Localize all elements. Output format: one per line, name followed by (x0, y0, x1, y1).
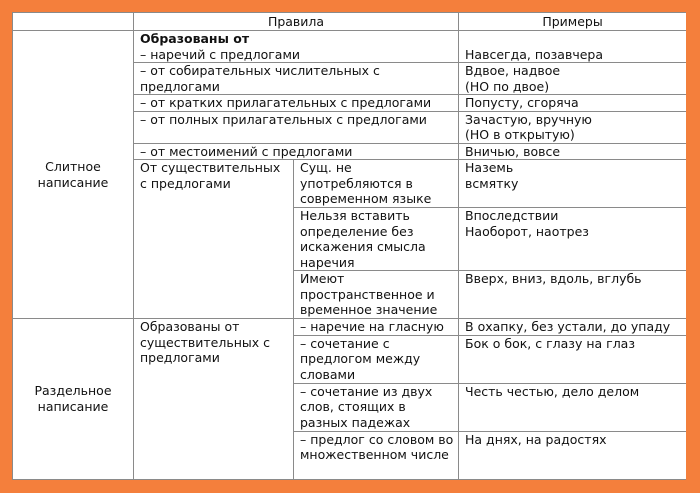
header-examples: Примеры (459, 13, 686, 31)
rule-cell: – от местоимений с предлогами (134, 143, 459, 160)
header-rules: Правила (134, 13, 459, 31)
example-cell (459, 63, 686, 95)
condition-cell: Нельзя вставить определение без искажения смысла наречия (294, 208, 459, 271)
example-cell: Вверх, вниз, вдоль, вглубь (459, 271, 686, 319)
example-cell: Вничью, вовсе (459, 143, 686, 160)
example-text: (НО по двое) (465, 78, 550, 94)
rule-cell: От существительных с предлогами (134, 160, 294, 319)
rule-cell: – от полных прилагательных с предлогами (134, 111, 459, 143)
example-cell (459, 208, 686, 271)
rule-cell: – от кратких прилагательных с предлогами (134, 95, 459, 112)
table-row (13, 319, 687, 336)
table-row (13, 31, 687, 63)
condition-cell: – сочетание из двух слов, стоящих в разных падежах (294, 383, 459, 431)
rule-cell (134, 31, 459, 63)
example-cell: В охапку, без устали, до упаду (459, 319, 686, 336)
example-text: Наоборот, наотрез (465, 223, 589, 239)
condition-cell: – предлог со словом во множественном числе (294, 431, 459, 479)
example-cell (459, 31, 686, 63)
example-text: (НО в открытую) (465, 127, 575, 142)
rule-text: – наречий с предлогами (140, 46, 300, 62)
category-solid: Слитное написание (13, 31, 134, 319)
condition-cell: – сочетание с предлогом между словами (294, 335, 459, 383)
category-separate: Раздельное написание (13, 319, 134, 480)
example-cell: Честь честью, дело делом (459, 383, 686, 431)
rule-heading: Образованы от (140, 31, 250, 46)
condition-cell: Сущ. не употребляются в современном языке (294, 160, 459, 208)
example-cell: Бок о бок, с глазу на глаз (459, 335, 686, 383)
header-row (13, 13, 687, 31)
header-corner (13, 13, 134, 31)
condition-cell: – наречие на гласную (294, 319, 459, 336)
example-text: Навсегда, позавчера (465, 46, 603, 62)
condition-cell: Имеют пространственное и временное значение (294, 271, 459, 319)
adverb-spelling-table (12, 12, 686, 480)
example-cell (459, 160, 686, 208)
example-text: Вдвое, надвое (465, 63, 561, 78)
table-frame (12, 12, 686, 480)
example-text: всмятку (465, 175, 519, 191)
example-text: Зачастую, вручную (465, 111, 592, 127)
example-cell: Попусту, сгоряча (459, 95, 686, 112)
rule-cell: – от собирательных числительных с предлогами (134, 63, 459, 95)
example-cell (459, 111, 686, 143)
example-cell: На днях, на радостях (459, 431, 686, 479)
example-text: Наземь (465, 160, 514, 175)
example-text: Впоследствии (465, 208, 559, 223)
rule-cell: Образованы от существительных с предлогами (134, 319, 294, 480)
